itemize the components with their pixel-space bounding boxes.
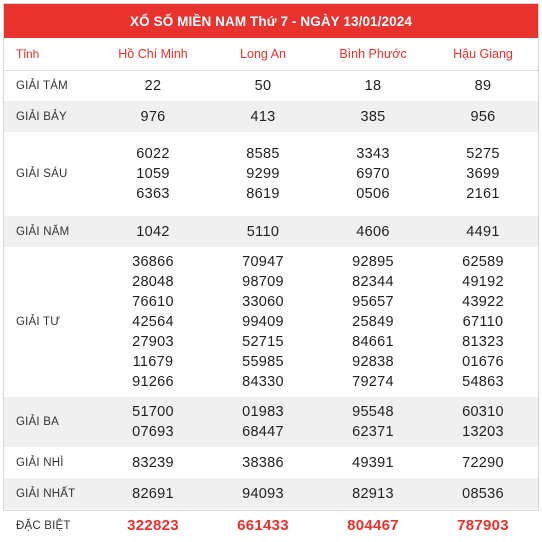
result-number: 5275 [466, 146, 500, 162]
result-number: 01983 [242, 404, 284, 420]
result-cell [318, 397, 428, 447]
result-number: 3343 [356, 146, 390, 162]
result-number: 01676 [462, 354, 504, 370]
result-number: 76610 [132, 294, 174, 310]
result-number: 36866 [132, 254, 174, 270]
province-header[interactable]: Bình Phước [318, 38, 428, 70]
result-number: 83239 [132, 454, 174, 471]
result-cell [98, 397, 208, 447]
result-cell [428, 447, 538, 478]
result-cell [318, 447, 428, 478]
result-number: 62589 [462, 254, 504, 270]
result-number: 82344 [352, 274, 394, 290]
result-cell [318, 247, 428, 397]
province-column-label: Tỉnh [4, 38, 98, 70]
result-number: 27903 [132, 334, 174, 350]
result-number: 95657 [352, 294, 394, 310]
prize-name: GIẢI TÁM [16, 79, 68, 92]
result-number: 62371 [352, 424, 394, 440]
result-cell [428, 70, 538, 101]
prize-row [4, 447, 538, 478]
prize-row [4, 397, 538, 447]
result-cell [428, 478, 538, 509]
result-number: 50 [254, 77, 272, 94]
result-number: 98709 [242, 274, 284, 290]
result-number: 49391 [352, 454, 394, 471]
prize-name: GIẢI SÁU [16, 168, 68, 180]
result-cell [428, 216, 538, 247]
result-number: 42564 [132, 314, 174, 330]
result-number: 976 [140, 108, 166, 125]
result-number: 84330 [242, 374, 284, 390]
result-number: 8619 [246, 186, 280, 202]
result-number: 38386 [242, 454, 284, 471]
prize-name: GIẢI NHÌ [16, 456, 64, 469]
result-cell [428, 247, 538, 397]
result-number: 67110 [462, 314, 504, 330]
result-number: 804467 [347, 516, 399, 534]
result-number: 2161 [466, 186, 500, 202]
result-number: 92838 [352, 354, 394, 370]
result-number: 4491 [466, 223, 500, 240]
result-number: 0506 [356, 186, 390, 202]
result-cell [98, 447, 208, 478]
results-title: XỔ SỐ MIỀN NAM Thứ 7 - NGÀY 13/01/2024 [4, 4, 538, 38]
result-cell [318, 132, 428, 216]
result-number: 33060 [242, 294, 284, 310]
result-cell [98, 132, 208, 216]
result-number: 92895 [352, 254, 394, 270]
lottery-results-panel [3, 3, 539, 534]
result-cell [318, 70, 428, 101]
result-number: 1059 [136, 166, 170, 182]
prize-rows [4, 70, 538, 542]
province-header[interactable]: Hậu Giang [428, 38, 538, 70]
result-cell [208, 397, 318, 447]
result-cell [318, 101, 428, 132]
result-number: 787903 [457, 516, 509, 534]
result-cell [208, 216, 318, 247]
result-number: 43922 [462, 294, 504, 310]
result-cell [208, 447, 318, 478]
province-header[interactable]: Hồ Chí Minh [98, 38, 208, 70]
result-number: 385 [360, 108, 386, 125]
result-number: 25849 [352, 314, 394, 330]
result-number: 18 [364, 77, 382, 94]
result-number: 52715 [242, 334, 284, 350]
result-cell [208, 70, 318, 101]
result-cell [428, 132, 538, 216]
prize-name: GIẢI TƯ [16, 316, 61, 328]
result-number: 99409 [242, 314, 284, 330]
prize-row [4, 216, 538, 247]
result-number: 60310 [462, 404, 504, 420]
result-cell [98, 70, 208, 101]
result-number: 11679 [132, 354, 174, 370]
result-number: 322823 [127, 516, 179, 534]
result-number: 08536 [462, 485, 504, 502]
prize-name: GIẢI NĂM [4, 216, 98, 247]
result-number: 89 [474, 77, 492, 94]
prize-name: GIẢI BẢY [4, 101, 98, 132]
result-cell [208, 132, 318, 216]
result-number: 22 [144, 77, 162, 94]
prize-row [4, 101, 538, 132]
province-header[interactable]: Long An [208, 38, 318, 70]
prize-name: GIẢI NHẤT [4, 478, 98, 509]
result-number: 8585 [246, 146, 280, 162]
result-number: 68447 [242, 424, 284, 440]
result-number: 413 [250, 108, 276, 125]
prize-row [4, 478, 538, 509]
prize-row [4, 247, 538, 397]
prize-row [4, 132, 538, 216]
result-cell [208, 101, 318, 132]
result-cell [98, 101, 208, 132]
prize-name: GIẢI BA [4, 397, 98, 447]
result-number: 84661 [352, 334, 394, 350]
province-header-row [4, 38, 538, 70]
result-number: 28048 [132, 274, 174, 290]
result-number: 9299 [246, 166, 280, 182]
result-cell [208, 247, 318, 397]
result-number: 6363 [136, 186, 170, 202]
result-cell [428, 101, 538, 132]
prize-name: ĐẶC BIỆT [16, 519, 71, 532]
result-number: 6970 [356, 166, 390, 182]
result-number: 13203 [462, 424, 504, 440]
result-cell [98, 478, 208, 509]
result-number: 54863 [462, 374, 504, 390]
result-number: 79274 [352, 374, 394, 390]
result-cell [428, 397, 538, 447]
result-number: 91266 [132, 374, 174, 390]
result-number: 956 [470, 108, 496, 125]
prize-row [4, 70, 538, 101]
result-number: 07693 [132, 424, 174, 440]
result-number: 72290 [462, 454, 504, 471]
result-number: 661433 [237, 516, 289, 534]
result-number: 6022 [136, 146, 170, 162]
result-number: 81323 [462, 334, 504, 350]
result-number: 94093 [242, 485, 284, 502]
result-cell [98, 216, 208, 247]
result-number: 55985 [242, 354, 284, 370]
result-number: 1042 [136, 223, 170, 240]
result-number: 70947 [242, 254, 284, 270]
result-cell [318, 478, 428, 509]
result-cell [318, 216, 428, 247]
result-number: 51700 [132, 404, 174, 420]
result-number: 4606 [356, 223, 390, 240]
result-number: 95548 [352, 404, 394, 420]
result-number: 5110 [246, 223, 280, 240]
result-number: 49192 [462, 274, 504, 290]
result-number: 82913 [352, 485, 394, 502]
result-cell [98, 247, 208, 397]
result-cell [208, 478, 318, 509]
result-number: 3699 [466, 166, 500, 182]
result-number: 82691 [132, 485, 174, 502]
results-table [4, 38, 538, 542]
